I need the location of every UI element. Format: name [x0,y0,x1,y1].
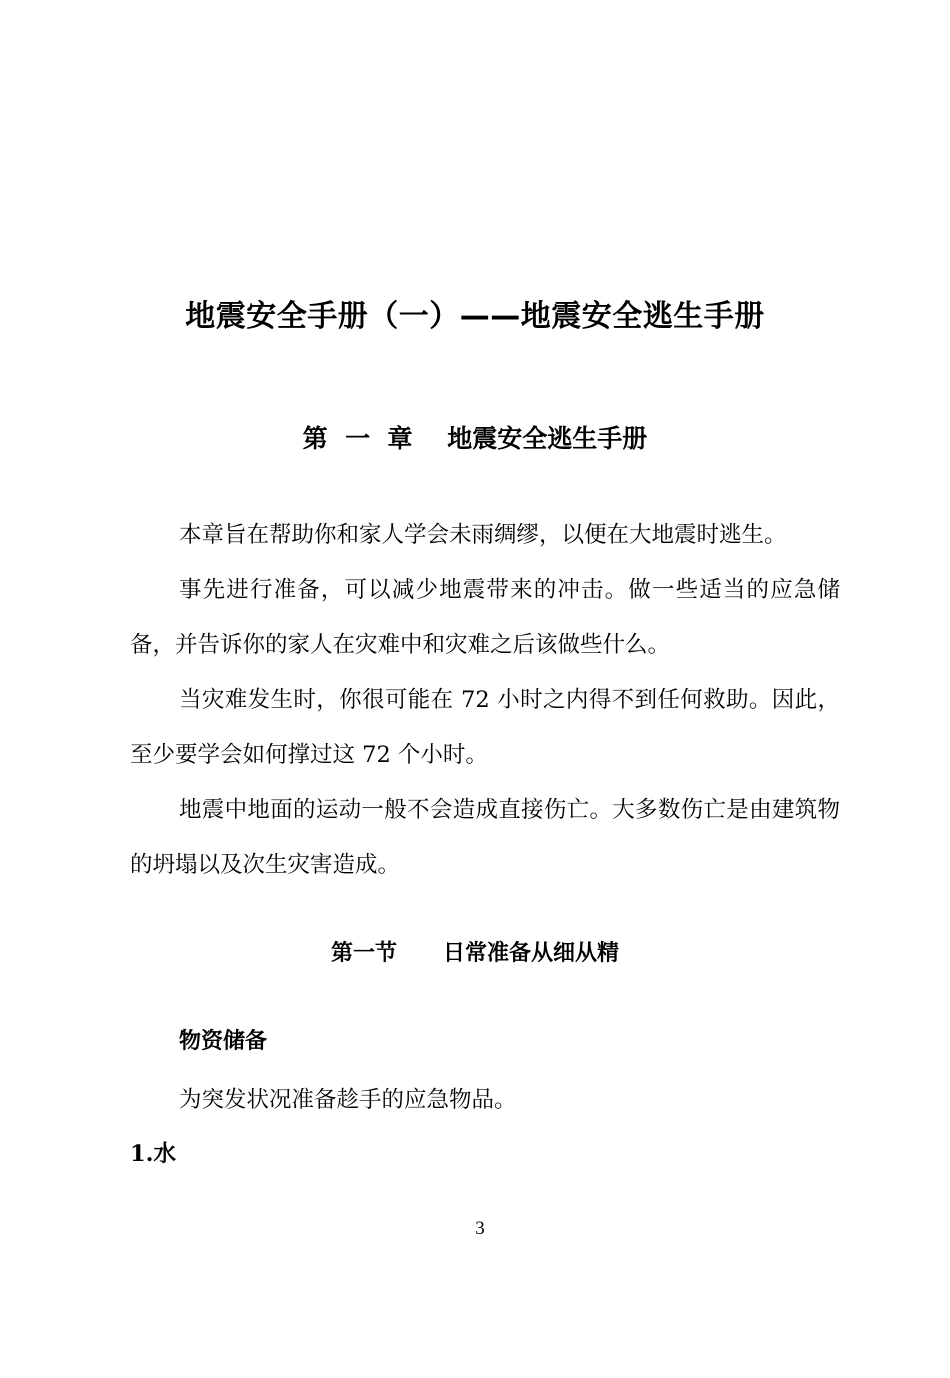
chapter-intro-body [130,508,840,893]
chapter-title: 第 一 章 地震安全逃生手册 [302,424,648,453]
item-heading-water: 1.水 [130,1141,176,1167]
section-title: 第一节 日常准备从细从精 [331,941,619,966]
subheading-text: 为突发状况准备趁手的应急物品。 [179,1087,517,1113]
page-number: 3 [475,1218,485,1239]
subheading-supplies: 物资储备 [179,1029,268,1054]
document-title: 地震安全手册（一）——地震安全逃生手册 [185,299,765,334]
paragraph: 地震中地面的运动一般不会造成直接伤亡。大多数伤亡是由建筑物的坍塌以及次生灾害造成。 [130,797,840,878]
paragraph: 本章旨在帮助你和家人学会未雨绸缪，以便在大地震时逃生。 [179,522,787,548]
paragraph: 事先进行准备，可以减少地震带来的冲击。做一些适当的应急储备，并告诉你的家人在灾难中和灾难之后该做些什么。 [130,577,840,658]
paragraph: 当灾难发生时，你很可能在 72 小时之内得不到任何救助。因此，至少要学会如何撑过这 72 个小时。 [130,687,840,768]
